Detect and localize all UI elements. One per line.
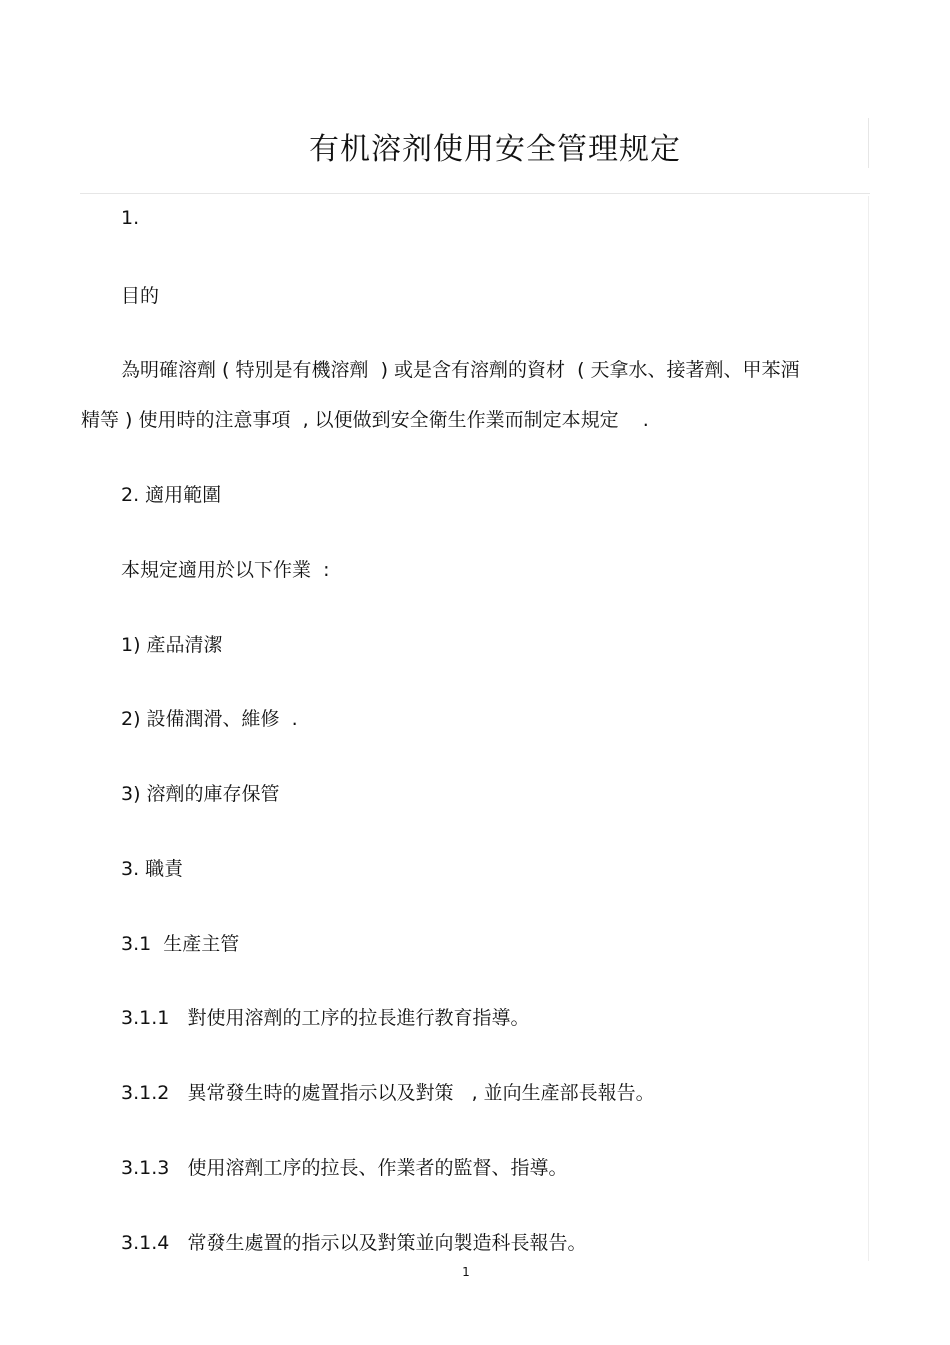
section-heading: 3. 職責 xyxy=(121,858,184,880)
header-divider-vertical xyxy=(868,118,869,168)
page-margin-line xyxy=(868,196,869,1261)
page-number: 1 xyxy=(462,1265,470,1279)
header-divider xyxy=(80,193,870,194)
list-item: 2) 設備潤滑、維修 . xyxy=(121,708,298,730)
paragraph-line: 為明確溶劑 ( 特別是有機溶劑 ) 或是含有溶劑的資材 ( 天拿水、接著劑、甲苯酒 xyxy=(121,359,800,381)
section-heading: 2. 適用範圍 xyxy=(121,484,222,506)
subsection-heading: 3.1 生產主管 xyxy=(121,933,240,955)
document-title: 有机溶剂使用安全管理规定 xyxy=(309,132,681,167)
list-item: 3.1.3 使用溶劑工序的拉長、作業者的監督、指導。 xyxy=(121,1157,568,1179)
list-item: 3.1.2 異常發生時的處置指示以及對策 , 並向生產部長報告。 xyxy=(121,1082,655,1104)
paragraph-line: 本規定適用於以下作業 : xyxy=(121,559,330,581)
list-item: 3) 溶劑的庫存保管 xyxy=(121,783,280,805)
list-item: 3.1.1 對使用溶劑的工序的拉長進行教育指導。 xyxy=(121,1007,530,1029)
list-item: 3.1.4 常發生處置的指示以及對策並向製造科長報告。 xyxy=(121,1232,587,1254)
section-heading: 目的 xyxy=(121,285,160,307)
paragraph-line: 精等 ) 使用時的注意事項 , 以便做到安全衛生作業而制定本規定 . xyxy=(81,409,649,431)
section-number: 1. xyxy=(121,207,140,229)
list-item: 1) 產品清潔 xyxy=(121,634,223,656)
